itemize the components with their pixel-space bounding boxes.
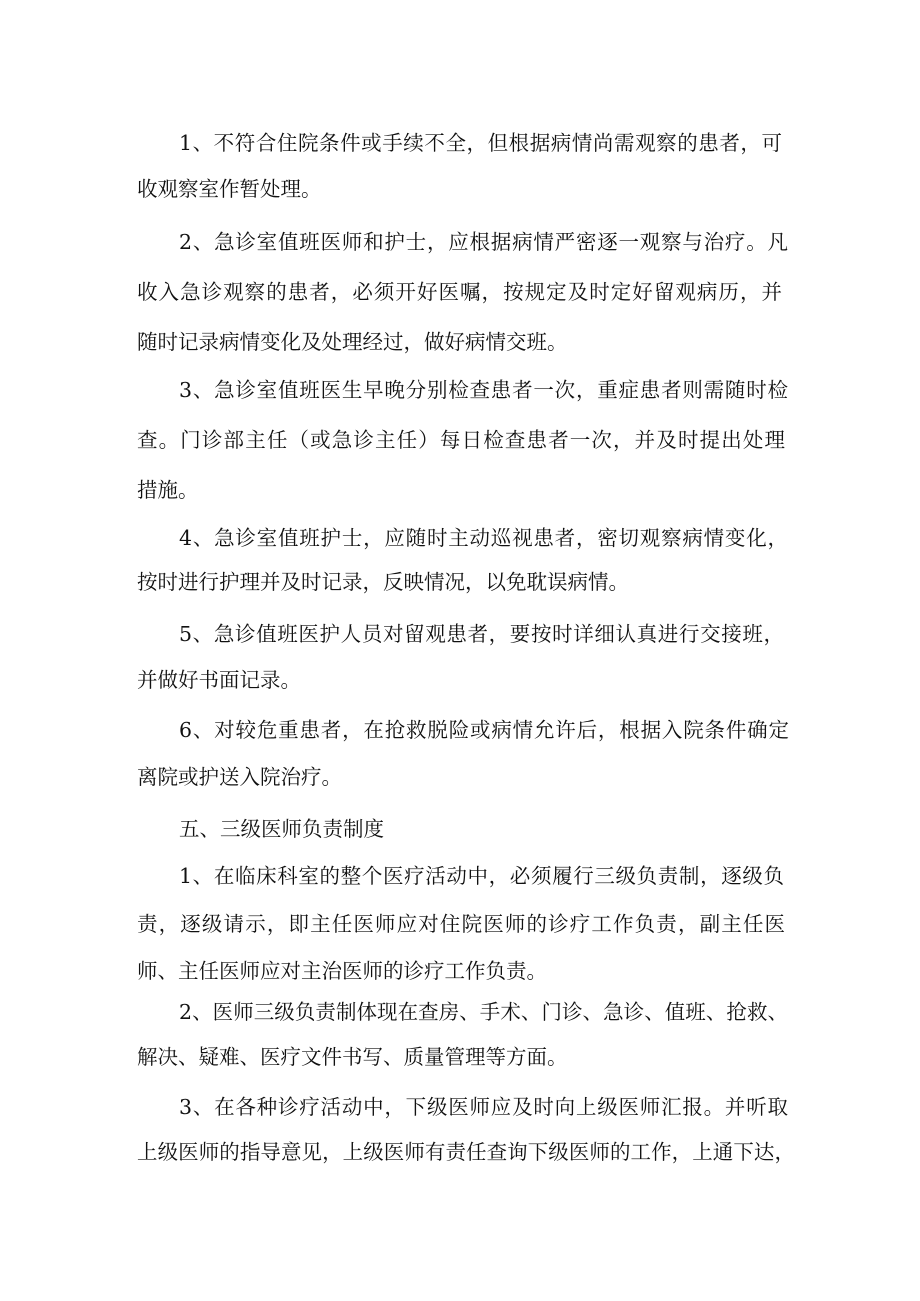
section-heading-three-level-physician: 五、三级医师负责制度 (179, 817, 384, 841)
paragraph-8-line-1: 1、在临床科室的整个医疗活动中，必须履行三级负责制，逐级负 (179, 864, 784, 888)
paragraph-5-line-2: 并做好书面记录。 (137, 668, 301, 692)
paragraph-6-line-1: 6、对较危重患者，在抢救脱险或病情允许后，根据入院条件确定 (179, 718, 789, 742)
paragraph-2-line-1: 2、急诊室值班医师和护士，应根据病情严密逐一观察与治疗。凡 (179, 230, 788, 254)
paragraph-3-line-3: 措施。 (137, 478, 199, 502)
paragraph-5-line-1: 5、急诊值班医护人员对留观患者，要按时详细认真进行交接班， (179, 622, 784, 646)
paragraph-9-line-1: 2、医师三级负责制体现在查房、手术、门诊、急诊、值班、抢救、 (179, 1000, 788, 1024)
paragraph-8-line-2: 责，逐级请示，即主任医师应对住院医师的诊疗工作负责，副主任医 (137, 912, 785, 936)
paragraph-4-line-2: 按时进行护理并及时记录，反映情况，以免耽误病情。 (137, 570, 629, 594)
paragraph-3-line-1: 3、急诊室值班医生早晚分别检查患者一次，重症患者则需随时检 (179, 378, 788, 402)
paragraph-1-line-1: 1、不符合住院条件或手续不全，但根据病情尚需观察的患者，可 (179, 131, 782, 155)
paragraph-9-line-2: 解决、疑难、医疗文件书写、质量管理等方面。 (137, 1045, 568, 1069)
paragraph-10-line-2: 上级医师的指导意见，上级医师有责任查询下级医师的工作，上通下达， (137, 1140, 795, 1164)
paragraph-4-line-1: 4、急诊室值班护士，应随时主动巡视患者，密切观察病情变化， (179, 526, 788, 550)
paragraph-2-line-2: 收入急诊观察的患者，必须开好医嘱，按规定及时定好留观病历，并 (137, 280, 782, 304)
paragraph-1-line-2: 收观察室作暂处理。 (137, 177, 322, 201)
paragraph-6-line-2: 离院或护送入院治疗。 (137, 765, 342, 789)
paragraph-2-line-3: 随时记录病情变化及处理经过，做好病情交班。 (137, 330, 568, 354)
paragraph-8-line-3: 师、主任医师应对主治医师的诊疗工作负责。 (137, 959, 547, 983)
paragraph-10-line-1: 3、在各种诊疗活动中，下级医师应及时向上级医师汇报。并听取 (179, 1095, 788, 1119)
paragraph-3-line-2: 查。门诊部主任（或急诊主任）每日检查患者一次，并及时提出处理 (137, 428, 785, 452)
